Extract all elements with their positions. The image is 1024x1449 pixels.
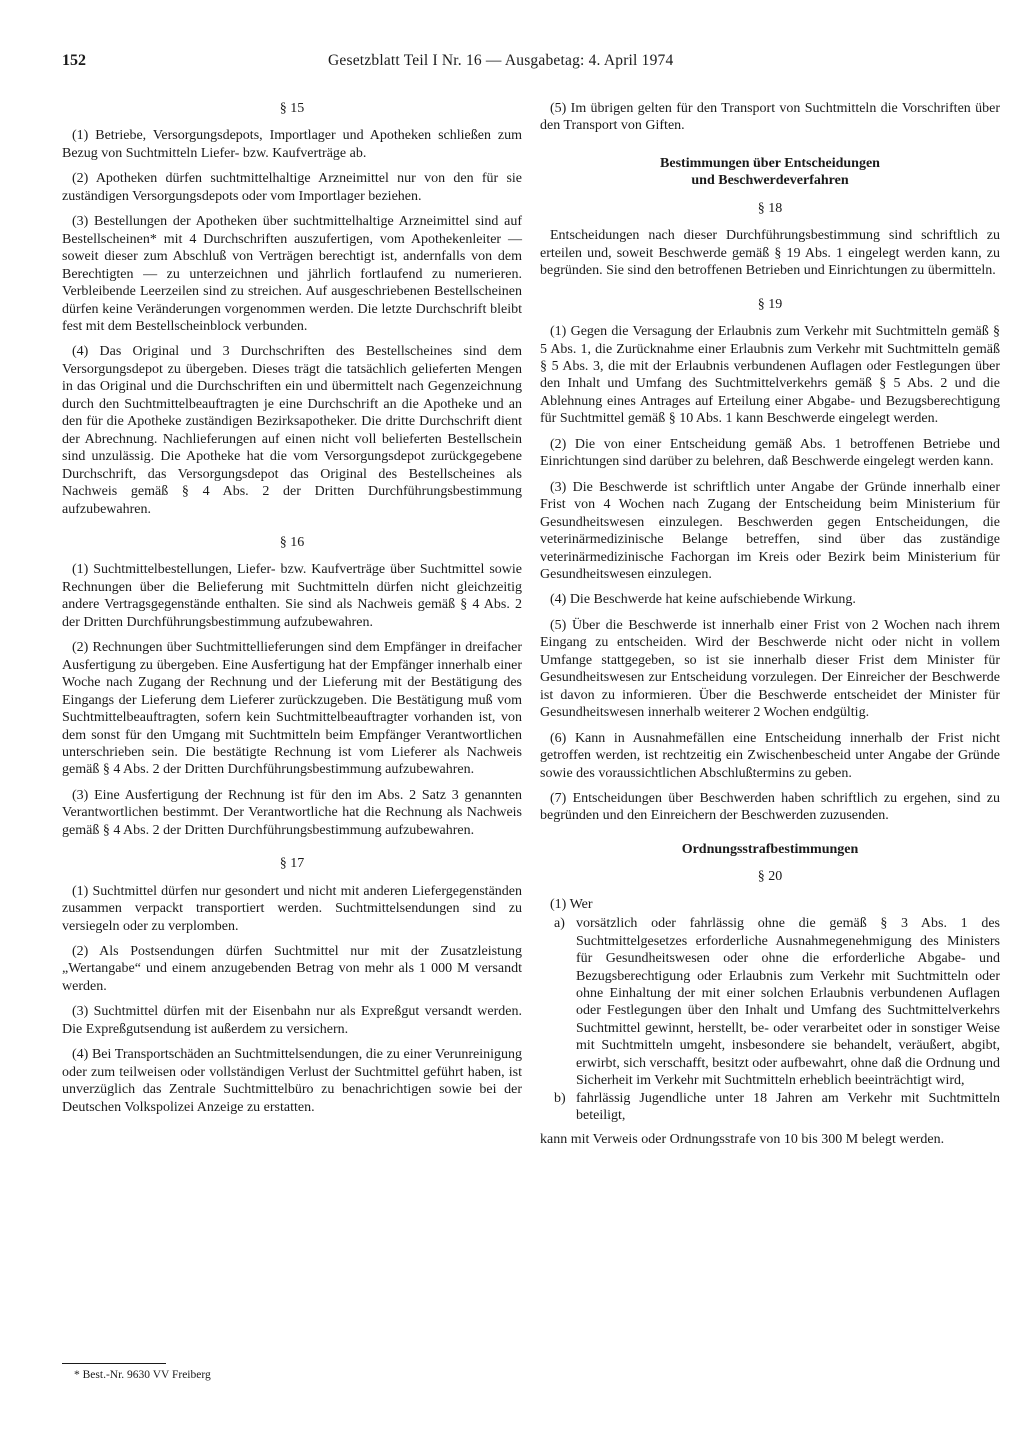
section-20-heading: § 20 [757,869,783,885]
section-16-para-3: (3) Eine Ausfertigung der Rechnung ist für den im Abs. 2 Satz 3 genannten Verantwortlichen bestimmt. Der Verantwortliche hat die Rechnung als Nachweis gemäß § 4 Abs. 2 der Dritten Durchführungsbestimmung aufzubewahren. [62,787,522,838]
section-19-heading: § 19 [757,296,783,312]
section-title-penalties: Ordnungsstrafbestimmungen [681,841,859,857]
section-17-heading: § 17 [279,856,305,872]
section-17-para-4: (4) Bei Transportschäden an Suchtmittelsendungen, die zu einer Verunreinigung oder zum teilweisen oder vollständigen Verlust der Suchtmittel geführt haben, ist unverzüglich das Zentrale Suchtmittelbüro zu benachrichtigen sowie bei der Deutschen Volkspolizei Anzeige zu erstatten. [62,1047,522,1115]
list-item [554,915,1000,1090]
section-17-para-3: (3) Suchtmittel dürfen mit der Eisenbahn nur als Expreßgut versandt werden. Die Expreßgutsendung ist außerdem zu versichern. [62,1004,522,1037]
section-15-para-4: (4) Das Original und 3 Durchschriften des Bestellscheines sind dem Versorgungsdepot zu übergeben. Dieses trägt die tatsächlich gelieferten Mengen in das Original und die Durchschriften ein und übermittelt nach Gegenzeichnung durch den Suchtmittelbeauftragten je eine Durchschrift an die Apotheke und an den für die Apotheke zuständigen Bezirksapotheker. Die dritte Durchschrift dient der Abrechnung. Nachlieferungen auf einen nicht voll belieferten Bestellschein sind unzulässig. Die Apotheke hat die vom Versorgungsdepot zurückgegebene Durchschrift, das Versorgungsdepot das Original des Bestellscheines als Nachweis gemäß § 4 Abs. 2 der Dritten Durchführungsbestimmung aufzubewahren. [62,344,522,517]
section-18-heading: § 18 [757,200,783,216]
section-15-para-3: (3) Bestellungen der Apotheken über suchtmittelhaltige Arzneimittel sind auf Bestellscheinen* mit 4 Durchschriften auszufertigen, vom Apothekenleiter — soweit dieser zum Abschluß von Verträgen berechtigt ist, andernfalls von dem Berechtigten — zu unterzeichnen und jährlich fortlaufend zu numerieren. Verbleibende Leerzeilen sind zu streichen. Auf ausgeschriebenen Bestellscheinen dürfen keine Veränderungen vorgenommen werden. Die letzte Durchschrift bleibt fest mit dem Bestellscheinblock verbunden. [62,214,522,334]
section-20-para-1-intro: (1) Wer [550,896,593,912]
section-18-para-1: Entscheidungen nach dieser Durchführungsbestimmung sind schriftlich zu erteilen und, soweit Beschwerde gemäß § 19 Abs. 1 eingelegt werden kann, zu begründen. Sie sind den betroffenen Betrieben und Einrichtungen zu übermitteln. [540,228,1000,279]
section-19-para-2: (2) Die von einer Entscheidung gemäß Abs. 1 betroffenen Betriebe und Einrichtungen sind darüber zu belehren, daß Beschwerde eingelegt werden kann. [540,436,1000,470]
section-title-decisions-line-2: und Beschwerdeverfahren [691,173,849,189]
list-marker-a: a) [554,916,565,932]
footnote: * Best.-Nr. 9630 VV Freiberg [74,1369,211,1381]
list-item-a-text: vorsätzlich oder fahrlässig ohne die gemäß § 3 Abs. 1 des Suchtmittelgesetzes erforderliche Ausnahmegenehmigung des Ministers für Gesundheitswesen oder ohne die erforderliche Abgabe- und Bezugsberechtigung oder Erlaubnis zum Verkehr mit Suchtmitteln oder ohne Einhaltung der mit einer solchen Erlaubnis verbundenen Auflagen oder Festlegungen über den Inhalt und Umfang des Suchtmittelverkehrs Suchtmittel gewinnt, herstellt, be- oder verarbeitet oder in sonstiger Weise mit Suchtmitteln umgeht, insbesondere sie behandelt, veräußert, abgibt, erwirbt, sich verschafft, besitzt oder aufbewahrt, ohne daß die Ordnung und Sicherheit im Verkehr mit Suchtmitteln erheblich beeinträchtigt wird, [576,916,1000,1089]
spacer [62,526,522,534]
page-header [62,52,966,82]
section-15-para-2: (2) Apotheken dürfen suchtmittelhaltige Arzneimittel nur von den für sie zuständigen Versorgungsdepots oder vom Importlager beziehen. [62,171,522,204]
section-16-para-1: (1) Suchtmittelbestellungen, Liefer- bzw. Kaufverträge über Suchtmittel sowie Rechnungen über die Belieferung mit Suchtmitteln dürfen nicht gleichzeitig andere Vertragsgegenstände enthalten. Sie sind als Nachweis gemäß § 4 Abs. 2 der Dritten Durchführungsbestimmung aufzubewahren. [62,562,522,630]
section-19-para-4: (4) Die Beschwerde hat keine aufschiebende Wirkung. [550,592,856,608]
footnote-divider [62,1363,166,1364]
list-item [554,1090,1000,1125]
section-19-para-6: (6) Kann in Ausnahmefällen eine Entscheidung innerhalb der Frist nicht getroffen werden, ist rechtzeitig ein Zwischenbescheid unter Angabe der Gründe sowie des voraussichtlichen Abschlußtermins zu geben. [540,730,1000,781]
gazette-title: Gesetzblatt Teil I Nr. 16 — Ausgabetag: 4. April 1974 [328,52,674,69]
list-marker-b: b) [554,1090,566,1106]
section-19-para-5: (5) Über die Beschwerde ist innerhalb einer Frist von 2 Wochen nach ihrem Eingang zu entscheiden. Wird der Beschwerde nicht oder nicht in vollem Umfange stattgegeben, so ist sie innerhalb dieser Frist dem Minister für Gesundheitswesen zur Entscheidung vorzulegen. Der Einreicher der Beschwerde ist davon zu informieren. Über die Beschwerde entscheidet der Minister für Gesundheitswesen innerhalb weiterer 2 Wochen endgültig. [540,617,1000,721]
section-19-para-7: (7) Entscheidungen über Beschwerden haben schriftlich zu ergehen, sind zu begründen und den Einreichern der Beschwerden zuzusenden. [540,790,1000,824]
section-17-para-1: (1) Suchtmittel dürfen nur gesondert und nicht mit anderen Liefergegenständen zusammen verpackt transportiert werden. Suchtmittelsendungen sind zu versiegeln oder zu verplomben. [62,883,522,934]
section-19-para-3: (3) Die Beschwerde ist schriftlich unter Angabe der Gründe innerhalb einer Frist von 4 Wochen nach Zugang der Entscheidung beim Ministerium für Gesundheitswesen einzulegen. Beschwerden gegen Entscheidungen, die veterinärmedizinische Belange betreffen, sind über das zuständige veterinärmedizinische Fachorgan im Kreis oder Bezirk beim Ministerium für Gesundheitswesen einzulegen. [540,479,1000,582]
spacer [540,143,1000,155]
section-15-heading: § 15 [279,101,305,116]
right-column [540,100,1000,1156]
spacer [62,847,522,855]
section-17-para-2: (2) Als Postsendungen dürfen Suchtmittel nur mit der Zusatzleistung „Wertangabe“ und einem anzugebenden Betrag von mehr als 1 000 M versandt werden. [62,944,522,994]
section-16-heading: § 16 [279,534,305,550]
section-17-para-5: (5) Im übrigen gelten für den Transport von Suchtmitteln die Vorschriften über den Transport von Giften. [540,101,1000,134]
section-title-decisions-line-1: Bestimmungen über Entscheidungen [660,155,880,171]
list-item-b-text: fahrlässig Jugendliche unter 18 Jahren am Verkehr mit Suchtmitteln beteiligt, [576,1090,1000,1124]
left-column [62,100,522,1124]
section-16-para-2: (2) Rechnungen über Suchtmittellieferungen sind dem Empfänger in dreifacher Ausfertigung zu übergeben. Eine Ausfertigung hat der Empfänger innerhalb einer Woche nach Zugang der Rechnung und der Lieferung mit der Bestätigung des Eingangs der Lieferung dem Lieferer zurückzugeben. Die Bestätigung muß vom Suchtmittelbeauftragten, sofern kein Suchtmittelbeauftragter vorhanden ist, von dem sonst für den Umgang mit Suchtmitteln beim Empfänger Verantwortlichen unterschrieben sein. Die bestätigte Rechnung ist vom Lieferer als Nachweis gemäß § 4 Abs. 2 der Dritten Durchführungsbestimmung aufzubewahren. [62,640,522,778]
spacer [540,833,1000,841]
section-19-para-1: (1) Gegen die Versagung der Erlaubnis zum Verkehr mit Suchtmitteln gemäß § 5 Abs. 1, die Zurücknahme einer Erlaubnis zum Verkehr mit Suchtmitteln gemäß § 5 Abs. 3, die mit der Erlaubnis verbundenen Auflagen oder Festlegungen über den Inhalt und Umfang des Suchtmittelverkehrs gemäß § 5 Abs. 2 und die Ablehnung eines Antrages auf Erteilung einer Abgabe- und Bezugsberechtigung für Suchtmittel gemäß § 10 Abs. 1 kann Beschwerde eingelegt werden. [540,324,1000,427]
page-number: 152 [62,52,86,69]
section-15-para-1: (1) Betriebe, Versorgungsdepots, Importlager und Apotheken schließen zum Bezug von Suchtmitteln Liefer- bzw. Kaufverträge ab. [62,128,522,161]
section-20-closing: kann mit Verweis oder Ordnungsstrafe von 10 bis 300 M belegt werden. [540,1131,945,1147]
spacer [540,288,1000,296]
section-20-list [554,915,1000,1124]
